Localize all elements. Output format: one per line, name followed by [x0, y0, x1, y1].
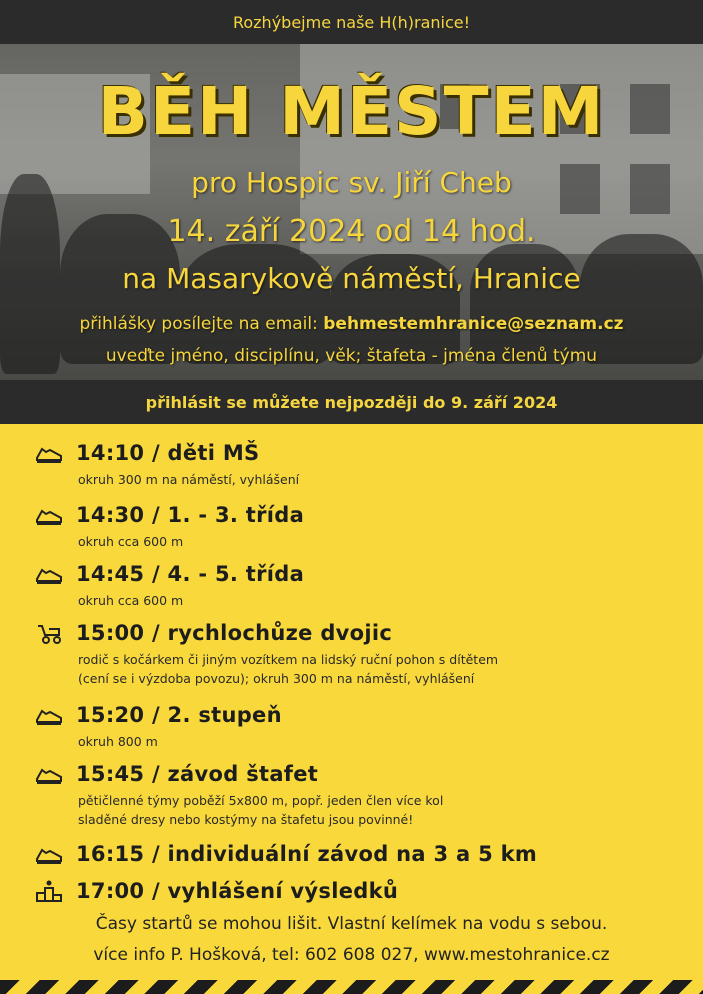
footer-contact: více info P. Hošková, tel: 602 608 027, www.mestohranice.cz — [93, 945, 610, 965]
schedule-detail: pětičlenné týmy poběží 5x800 m, popř. jeden člen více kol — [78, 793, 444, 808]
schedule-detail: okruh cca 600 m — [78, 534, 184, 549]
event-date: 14. září 2024 od 14 hod. — [167, 214, 536, 249]
running-shoe-icon — [34, 703, 64, 727]
registration-line — [0, 314, 703, 334]
top-banner-text: Rozhýbejme naše H(h)ranice! — [232, 12, 471, 32]
event-title: BĚH MĚSTEM — [97, 73, 606, 150]
schedule-item — [34, 757, 684, 829]
event-place: na Masarykově náměstí, Hranice — [122, 262, 581, 295]
schedule-detail: okruh 800 m — [78, 734, 158, 749]
hazard-stripes — [0, 980, 703, 994]
schedule-detail: okruh cca 600 m — [78, 593, 184, 608]
schedule-heading: 15:20 / 2. stupeň — [76, 703, 282, 727]
schedule-detail: rodič s kočárkem či jiným vozítkem na lidský ruční pohon s dítětem — [78, 652, 499, 667]
top-banner — [0, 0, 703, 44]
schedule-detail: okruh 300 m na náměstí, vyhlášení — [78, 472, 300, 487]
schedule-detail: sladěné dresy nebo kostýmy na štafetu jsou povinné! — [78, 812, 414, 827]
schedule-item — [34, 698, 684, 751]
schedule-item — [34, 837, 684, 871]
registration-email[interactable]: behmestemhranice@seznam.cz — [323, 314, 624, 334]
schedule-item — [34, 557, 684, 610]
stroller-icon — [34, 621, 64, 645]
deadline-text: přihlásit se můžete nejpozději do 9. září 2024 — [145, 392, 558, 412]
schedule-heading: 16:15 / individuální závod na 3 a 5 km — [76, 842, 538, 866]
schedule-item — [34, 436, 684, 489]
schedule-item — [34, 498, 684, 551]
schedule-heading: 14:30 / 1. - 3. třída — [76, 503, 305, 527]
schedule-item — [34, 874, 684, 908]
registration-details: uveďte jméno, disciplínu, věk; štafeta - jména členů týmu — [105, 346, 598, 366]
registration-prefix: přihlášky posílejte na email: — [79, 314, 318, 334]
schedule-heading: 15:45 / závod štafet — [76, 762, 319, 786]
running-shoe-icon — [34, 562, 64, 586]
running-shoe-icon — [34, 762, 64, 786]
schedule-heading: 17:00 / vyhlášení výsledků — [76, 879, 399, 903]
schedule-heading: 14:10 / děti MŠ — [76, 441, 260, 465]
schedule-item — [34, 616, 684, 688]
podium-icon — [34, 879, 64, 903]
running-shoe-icon — [34, 441, 64, 465]
deadline-banner — [0, 380, 703, 424]
footer-note: Časy startů se mohou lišit. Vlastní kelímek na vodu s sebou. — [95, 914, 608, 934]
schedule-heading: 15:00 / rychlochůze dvojic — [76, 621, 393, 645]
schedule-detail: (cení se i výzdoba povozu); okruh 300 m na náměstí, vyhlášení — [78, 671, 475, 686]
event-subtitle: pro Hospic sv. Jiří Cheb — [191, 166, 512, 199]
running-shoe-icon — [34, 503, 64, 527]
schedule-heading: 14:45 / 4. - 5. třída — [76, 562, 305, 586]
running-shoe-icon — [34, 842, 64, 866]
